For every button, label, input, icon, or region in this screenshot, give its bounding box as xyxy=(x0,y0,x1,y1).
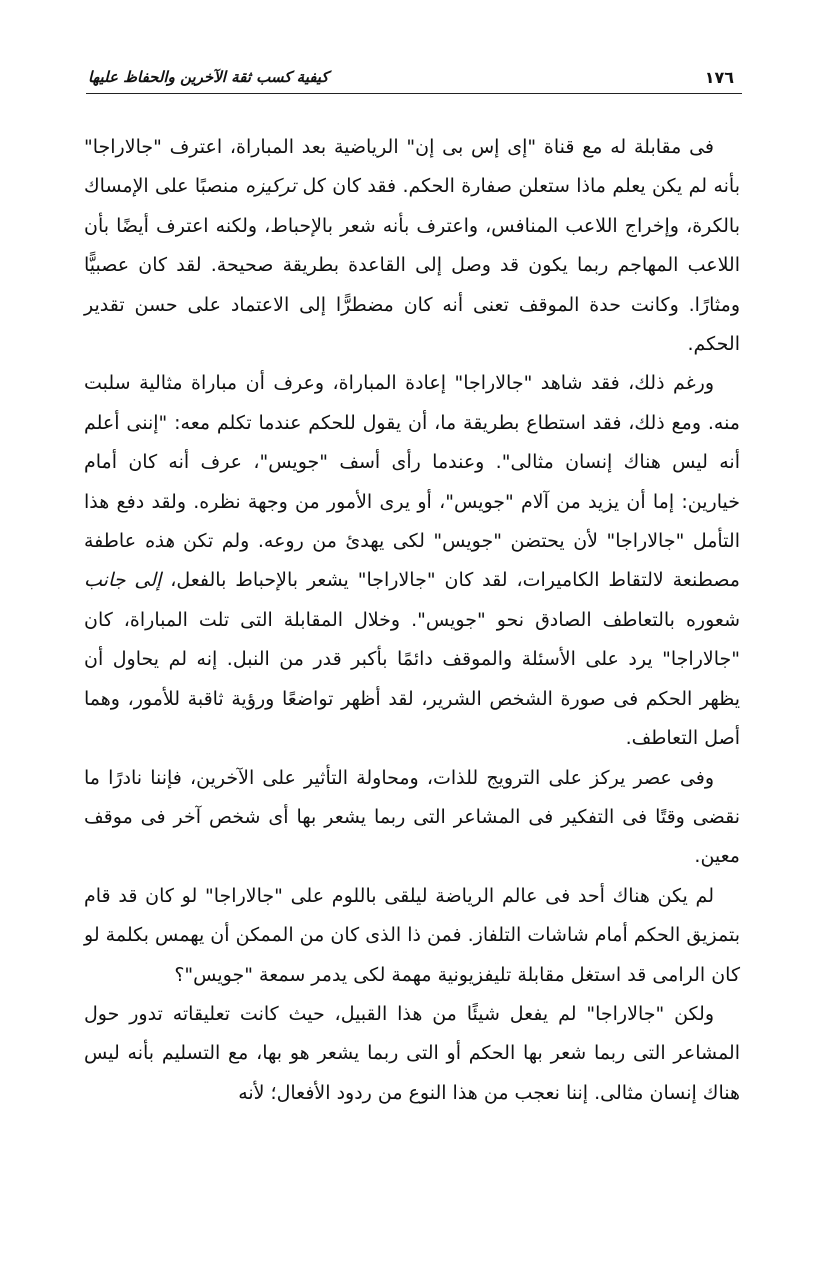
text-segment: منصبًا على الإمساك بالكرة، وإخراج اللاعب المنافس، واعترف بأنه شعر بالإحباط، ولكنه اعترف أيضًا بأن اللاعب المهاجم ربما يكون قد وصل إلى القاعدة بطريقة صحيحة. لقد كان عصبيًّا ومثارًا. وكانت حدة الموقف تعنى أنه كان مضطرًّا إلى الاعتماد على حسن تقدير الحكم. xyxy=(84,175,740,356)
header-rule xyxy=(86,93,742,94)
paragraph-4 xyxy=(84,877,740,995)
page-header xyxy=(88,62,734,92)
text-segment: لم يكن هناك أحد فى عالم الرياضة ليلقى باللوم على "جالاراجا" لو كان قد قام بتمزيق الحكم أمام شاشات التلفاز. فمن ذا الذى كان من الممكن أن يهمس بكلمة لو كان الرامى قد استغل مقابلة تليفزيونية مهمة لكى يدمر سمعة "جويس"؟ xyxy=(84,884,740,986)
text-segment: شعوره بالتعاطف الصادق نحو "جويس". وخلال المقابلة التى تلت المباراة، كان "جالاراجا" يرد على الأسئلة والموقف دائمًا بأكبر قدر من النبل. إنه لم يحاول أن يظهر الحكم فى صورة الشخص الشرير، لقد أظهر تواضعًا ورؤية ثاقبة للأمور، وهما أصل التعاطف. xyxy=(84,608,740,750)
text-segment: ورغم ذلك، فقد شاهد "جالاراجا" إعادة المباراة، وعرف أن مباراة مثالية سلبت منه. ومع ذلك، فقد استطاع بطريقة ما، أن يقول للحكم عندما تكلم معه: "إننى أعلم أنه ليس هناك إنسان مثالى". وعندما رأى أسف "جويس"، عرف أنه كان أمام خيارين: إما أن يزيد من آلام "جويس"، أو يرى الأمور من وجهة نظره. ولقد دفع هذا التأمل "جالاراجا" لأن يحتضن "جويس" لكى يهدئ من روعه. ولم تكن xyxy=(84,372,740,553)
italic-segment: إلى جانب xyxy=(84,569,162,592)
text-segment: ولكن "جالاراجا" لم يفعل شيئًا من هذا القبيل، حيث كانت تعليقاته تدور حول المشاعر التى ربما شعر بها الحكم أو التى ربما يشعر هو بها، مع التسليم بأنه ليس هناك إنسان مثالى. إننا نعجب من هذا النوع من ردود الأفعال؛ لأنه xyxy=(84,1002,740,1104)
text-segment: فى مقابلة له مع قناة "إى إس بى إن" الرياضية بعد المباراة، اعترف "جالاراجا" بأنه لم يكن يعلم ماذا ستعلن صفارة الحكم. فقد كان كل xyxy=(84,136,740,198)
italic-segment: تركيزه xyxy=(245,175,297,198)
italic-segment: هذه xyxy=(144,530,175,553)
page-number: ١٧٦ xyxy=(704,67,734,87)
paragraph-2 xyxy=(84,364,740,758)
paragraph-1 xyxy=(84,128,740,364)
running-title: كيفية كسب ثقة الآخرين والحفاظ عليها xyxy=(88,68,329,86)
text-segment: وفى عصر يركز على الترويج للذات، ومحاولة التأثير على الآخرين، فإننا نادرًا ما نقضى وقتًا فى التفكير فى المشاعر التى ربما يشعر بها أى شخص آخر فى موقف معين. xyxy=(84,766,740,868)
paragraph-5 xyxy=(84,995,740,1113)
body-text xyxy=(84,128,740,1113)
text-segment: عاطفة مصطنعة لالتقاط الكاميرات، لقد كان "جالاراجا" يشعر بالإحباط بالفعل، xyxy=(84,530,740,592)
paragraph-3 xyxy=(84,759,740,877)
